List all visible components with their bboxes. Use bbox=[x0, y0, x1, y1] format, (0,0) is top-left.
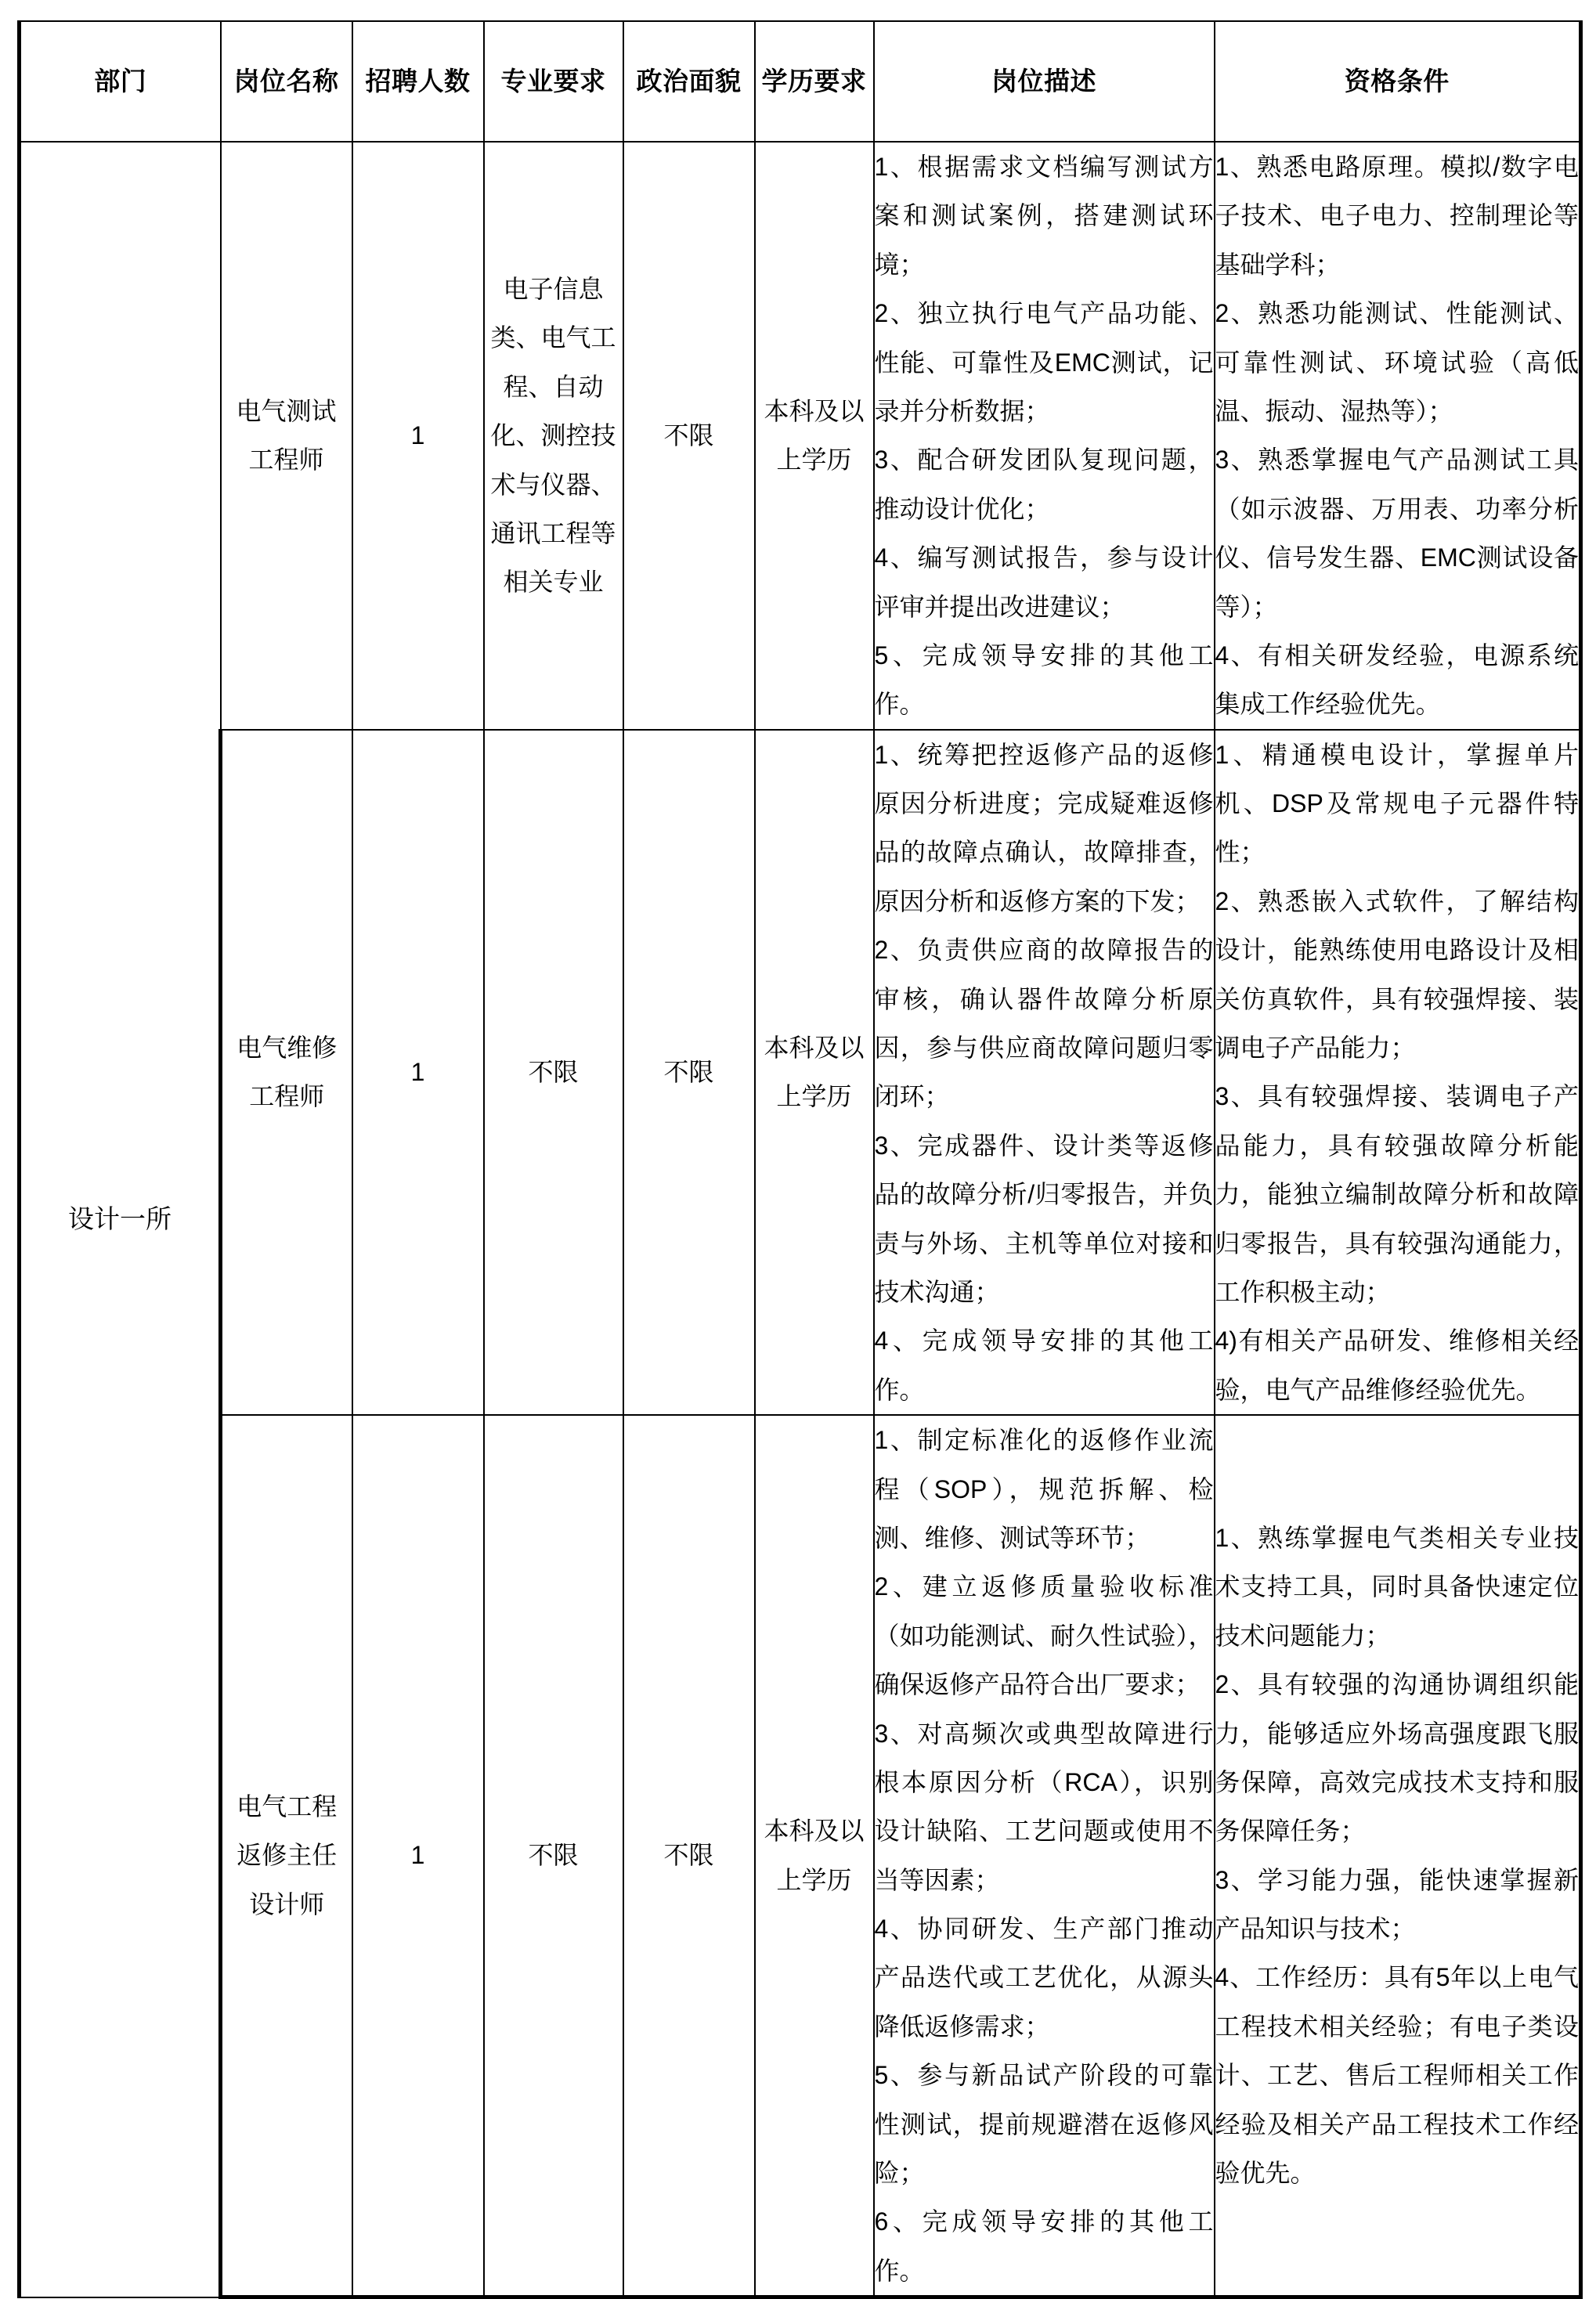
table-body bbox=[20, 142, 1581, 2297]
cell-political-status: 不限 bbox=[623, 730, 755, 1415]
cell-political-status: 不限 bbox=[623, 142, 755, 730]
cell-headcount: 1 bbox=[352, 142, 484, 730]
cell-qualifications bbox=[1215, 142, 1581, 730]
qualifications-text: 1、熟悉电路原理。模拟/数字电子技术、电子电力、控制理论等基础学科； 2、熟悉功能测试、性能测试、可靠性测试、环境试验（高低温、振动、湿热等）； 3、熟悉掌握电气产品测试工具（如示波器、万用表、功率分析仪、信号发生器、EMC测试设备等）； 4、有相关研发经验，电源系统集成工作经验优先。 bbox=[1215, 153, 1579, 719]
cell-department: 设计一所 bbox=[20, 142, 221, 2297]
cell-job-description bbox=[874, 730, 1215, 1415]
table-header bbox=[20, 21, 1581, 142]
qualifications-text: 1、熟练掌握电气类相关专业技术支持工具，同时具备快速定位技术问题能力； 2、具有较强的沟通协调组织能力，能够适应外场高强度跟飞服务保障，高效完成技术支持和服务保障任务； 3、学习能力强，能快速掌握新产品知识与技术； 4、工作经历：具有5年以上电气工程技术相关经验；有电子类设计、工艺、售后工程师相关工作经验及相关产品工程技术工作经验优先。 bbox=[1215, 1523, 1579, 2188]
recruitment-table bbox=[17, 20, 1583, 2299]
column-header-job-description: 岗位描述 bbox=[874, 21, 1215, 142]
job-description-text: 1、根据需求文档编写测试方案和测试案例，搭建测试环境； 2、独立执行电气产品功能、性能、可靠性及EMC测试，记录并分析数据； 3、配合研发团队复现问题，推动设计优化； 4、编写测试报告，参与设计评审并提出改进建议； 5、完成领导安排的其他工作。 bbox=[874, 153, 1214, 719]
cell-job-title: 电气维修 工程师 bbox=[221, 730, 352, 1415]
column-header-major-requirement: 专业要求 bbox=[484, 21, 623, 142]
column-header-job-title: 岗位名称 bbox=[221, 21, 352, 142]
cell-education: 本科及以上学历 bbox=[755, 142, 874, 730]
cell-major-requirement: 电子信息类、电气工程、自动化、测控技术与仪器、通讯工程等相关专业 bbox=[484, 142, 623, 730]
column-header-headcount: 招聘人数 bbox=[352, 21, 484, 142]
column-header-qualifications: 资格条件 bbox=[1215, 21, 1581, 142]
cell-qualifications bbox=[1215, 730, 1581, 1415]
qualifications-text: 1、精通模电设计，掌握单片机、DSP及常规电子元器件特性； 2、熟悉嵌入式软件，了解结构设计，能熟练使用电路设计及相关仿真软件，具有较强焊接、装调电子产品能力； 3、具有较强焊接、装调电子产品能力，具有较强故障分析能力，能独立编制故障分析和故障归零报告，具有较强沟通能力，工作积极主动； 4)有相关产品研发、维修相关经验，电气产品维修经验优先。 bbox=[1215, 740, 1579, 1404]
cell-education: 本科及以上学历 bbox=[755, 730, 874, 1415]
cell-qualifications bbox=[1215, 1415, 1581, 2297]
job-description-text: 1、统筹把控返修产品的返修原因分析进度；完成疑难返修品的故障点确认，故障排查，原因分析和返修方案的下发； 2、负责供应商的故障报告的审核，确认器件故障分析原因，参与供应商故障问题归零闭环； 3、完成器件、设计类等返修品的故障分析/归零报告，并负责与外场、主机等单位对接和技术沟通； 4、完成领导安排的其他工作。 bbox=[874, 740, 1214, 1404]
table-row bbox=[20, 730, 1581, 1415]
job-description-text: 1、制定标准化的返修作业流程（SOP），规范拆解、检测、维修、测试等环节； 2、建立返修质量验收标准（如功能测试、耐久性试验），确保返修产品符合出厂要求； 3、对高频次或典型故障进行根本原因分析（RCA），识别设计缺陷、工艺问题或使用不当等因素； 4、协同研发、生产部门推动产品迭代或工艺优化，从源头降低返修需求； 5、参与新品试产阶段的可靠性测试，提前规避潜在返修风险； 6、完成领导安排的其他工作。 bbox=[874, 1426, 1214, 2285]
cell-headcount: 1 bbox=[352, 730, 484, 1415]
cell-job-title: 电气测试 工程师 bbox=[221, 142, 352, 730]
cell-headcount: 1 bbox=[352, 1415, 484, 2297]
table-header-row bbox=[20, 21, 1581, 142]
cell-political-status: 不限 bbox=[623, 1415, 755, 2297]
cell-major-requirement: 不限 bbox=[484, 730, 623, 1415]
table-row bbox=[20, 1415, 1581, 2297]
cell-job-description bbox=[874, 1415, 1215, 2297]
cell-major-requirement: 不限 bbox=[484, 1415, 623, 2297]
cell-education: 本科及以上学历 bbox=[755, 1415, 874, 2297]
cell-job-description bbox=[874, 142, 1215, 730]
column-header-department: 部门 bbox=[20, 21, 221, 142]
column-header-education: 学历要求 bbox=[755, 21, 874, 142]
table-row bbox=[20, 142, 1581, 730]
cell-job-title: 电气工程 返修主任 设计师 bbox=[221, 1415, 352, 2297]
column-header-political-status: 政治面貌 bbox=[623, 21, 755, 142]
